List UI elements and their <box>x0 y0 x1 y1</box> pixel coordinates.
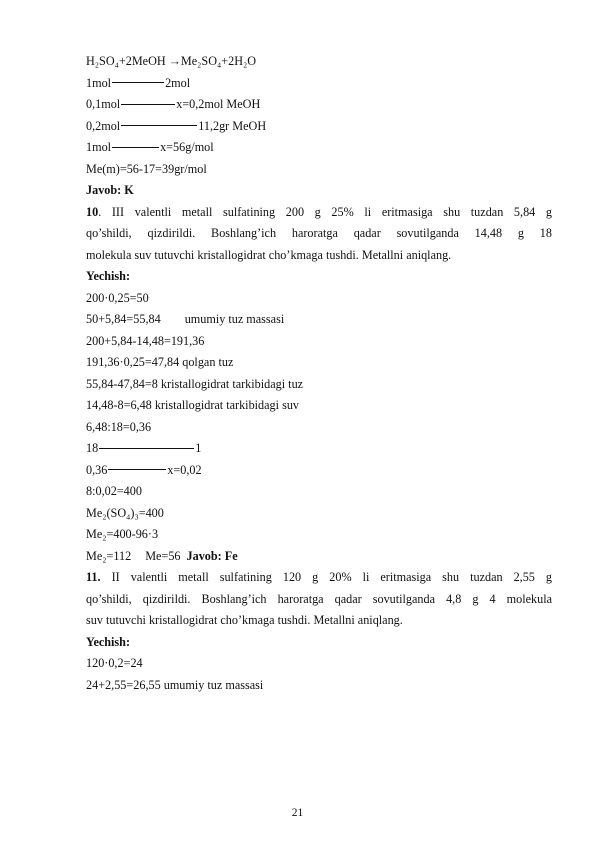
solution-step: 8:0,02=400 <box>86 484 142 498</box>
solution-step: 191,36·0,25=47,84 qolgan tuz <box>86 355 234 369</box>
problem-11-line-3: suv tutuvchi kristallogidrat cho’kmaga tushdi. Metallni aniqlang. <box>86 613 403 627</box>
problem-11-line-2: qo’shildi, qizdirildi. Boshlang’ich haroratga qadar sovutilganda 4,8 g 4 molekula <box>86 591 552 606</box>
proportion-line-2: 0,1mol x=0,2mol MeOH <box>86 97 261 111</box>
proportion-dash <box>121 125 197 126</box>
proportion-line-1: 1mol 2mol <box>86 75 191 90</box>
problem-10-line-2: qo’shildi, qizdirildi. Boshlang’ich haroratga qadar sovutilganda 14,48 g 18 <box>86 226 552 240</box>
solution-step: 200+5,84-14,48=191,36 <box>86 333 205 348</box>
solution-step: 50+5,84=55,84 umumiy tuz massasi <box>86 312 285 326</box>
molar-mass-line: Me(m)=56-17=39gr/mol <box>86 161 207 176</box>
solution-step: 120·0,2=24 <box>86 656 143 670</box>
answer-2: Javob: Fe <box>186 548 238 563</box>
problem-11-line-1: 11. II valentli metall sulfatining 120 g 20% li eritmasiga shu tuzdan 2,55 g <box>86 570 553 584</box>
solution-step: 6,48:18=0,36 <box>86 419 152 434</box>
solution-step: 24+2,55=26,55 umumiy tuz massasi <box>86 677 264 692</box>
document-page <box>86 51 552 696</box>
proportion-dash <box>99 448 194 449</box>
solution-step: Me₂=400-96·3 <box>86 527 159 541</box>
proportion-line-6: 0,36 x=0,02 <box>86 462 202 477</box>
solution-step: 200·0,25=50 <box>86 290 149 305</box>
page-number: 21 <box>291 807 304 819</box>
solution-step: 14,48-8=6,48 kristallogidrat tarkibidagi suv <box>86 398 300 412</box>
proportion-line-4: 1mol x=56g/mol <box>86 140 214 154</box>
reaction-equation: H₂SO₄+2MeOH →Me₂SO₄+2H₂O <box>86 54 257 68</box>
problem-10-line-3: molekula suv tutuvchi kristallogidrat cho’kmaga tushdi. Metallni aniqlang. <box>86 247 452 262</box>
solution-step: Me₂(SO₄)₃=400 <box>86 505 164 520</box>
proportion-dash <box>112 147 159 148</box>
answer-1: Javob: K <box>86 183 134 197</box>
solution-step-final: Me₂=112 Me=56 Javob: Fe <box>86 548 238 563</box>
proportion-line-3: 0,2mol 11,2gr MeOH <box>86 118 267 133</box>
solution-label: Yechish: <box>86 269 131 283</box>
proportion-dash <box>108 469 166 470</box>
problem-10-line-1: 10. III valentli metall sulfatining 200 g 25% li eritmasiga shu tuzdan 5,84 g <box>86 204 552 219</box>
solution-step: 55,84-47,84=8 kristallogidrat tarkibidagi tuz <box>86 376 304 391</box>
proportion-dash <box>112 82 164 83</box>
problem-number: 11. <box>86 570 101 584</box>
proportion-dash <box>121 104 175 105</box>
problem-number: 10 <box>86 204 99 219</box>
proportion-line-5: 18 1 <box>86 441 202 455</box>
solution-label: Yechish: <box>86 634 131 649</box>
